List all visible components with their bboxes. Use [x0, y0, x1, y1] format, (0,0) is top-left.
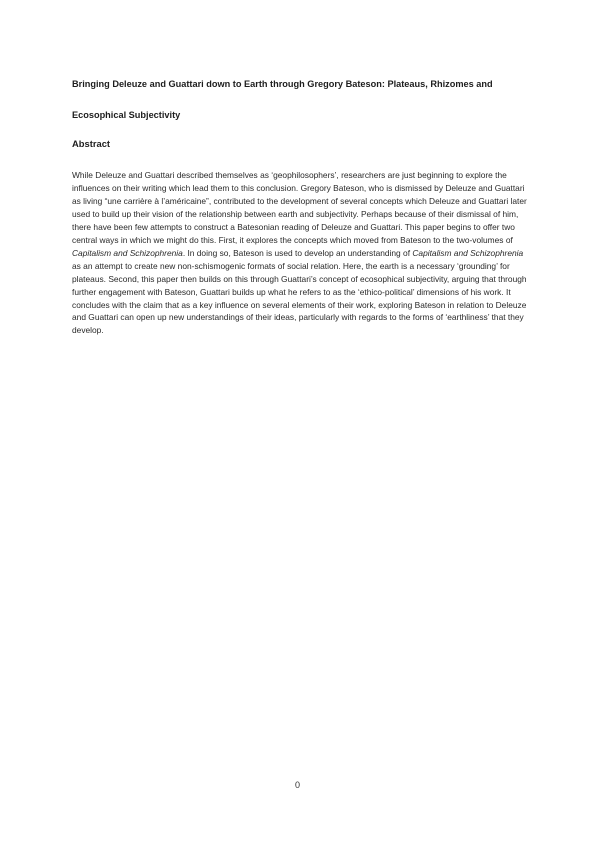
abstract-italic-book-title-2: Capitalism and Schizophrenia [412, 247, 524, 258]
abstract-heading: Abstract [72, 138, 111, 149]
page-number: 0 [294, 780, 300, 790]
abstract-italic-book-title-1: Capitalism and Schizophrenia [72, 247, 183, 258]
abstract-text-part-3: as an attempt to create new non-schismogenic formats of social relation. Here, the earth is a necessary ‘grounding’ for plateaus. Second, this paper then builds on this through Guattari’s concept of ecosophical subjectivity, arguing that through further engagement with Bateson, Guattari builds up what he refers to as the ‘ethico-political’ dimensions of his work. It concludes with the claim that as a key influence on several elements of their work, exploring Bateson in relation to Deleuze and Guattari can open up new understandings of their ideas, particularly with regards to the forms of ‘earthliness’ that they develop. [72, 260, 527, 336]
abstract-text-part-1: While Deleuze and Guattari described themselves as ‘geophilosophers’, researchers are just beginning to explore the influences on their writing which lead them to this conclusion. Gregory Bateson, who is dismissed by Deleuze and Guattari as living “une carrière à l’américaine”, contributed to the development of several concepts which Deleuze and Guattari later used to build up their vision of the relationship between earth and subjectivity. Perhaps because of their dismissal of him, there have been few attempts to construct a Batesonian reading of Deleuze and Guattari. This paper begins to offer two central ways in which we might do this. First, it explores the concepts which moved from Bateson to the two-volumes of [72, 170, 527, 245]
abstract-text-part-2: . In doing so, Bateson is used to develop an understanding of [182, 247, 413, 258]
paper-title: Bringing Deleuze and Guattari down to Earth through Gregory Bateson: Plateaus, Rhizomes and Ecosophical Subjectivity [72, 79, 493, 120]
abstract-body [72, 169, 527, 337]
